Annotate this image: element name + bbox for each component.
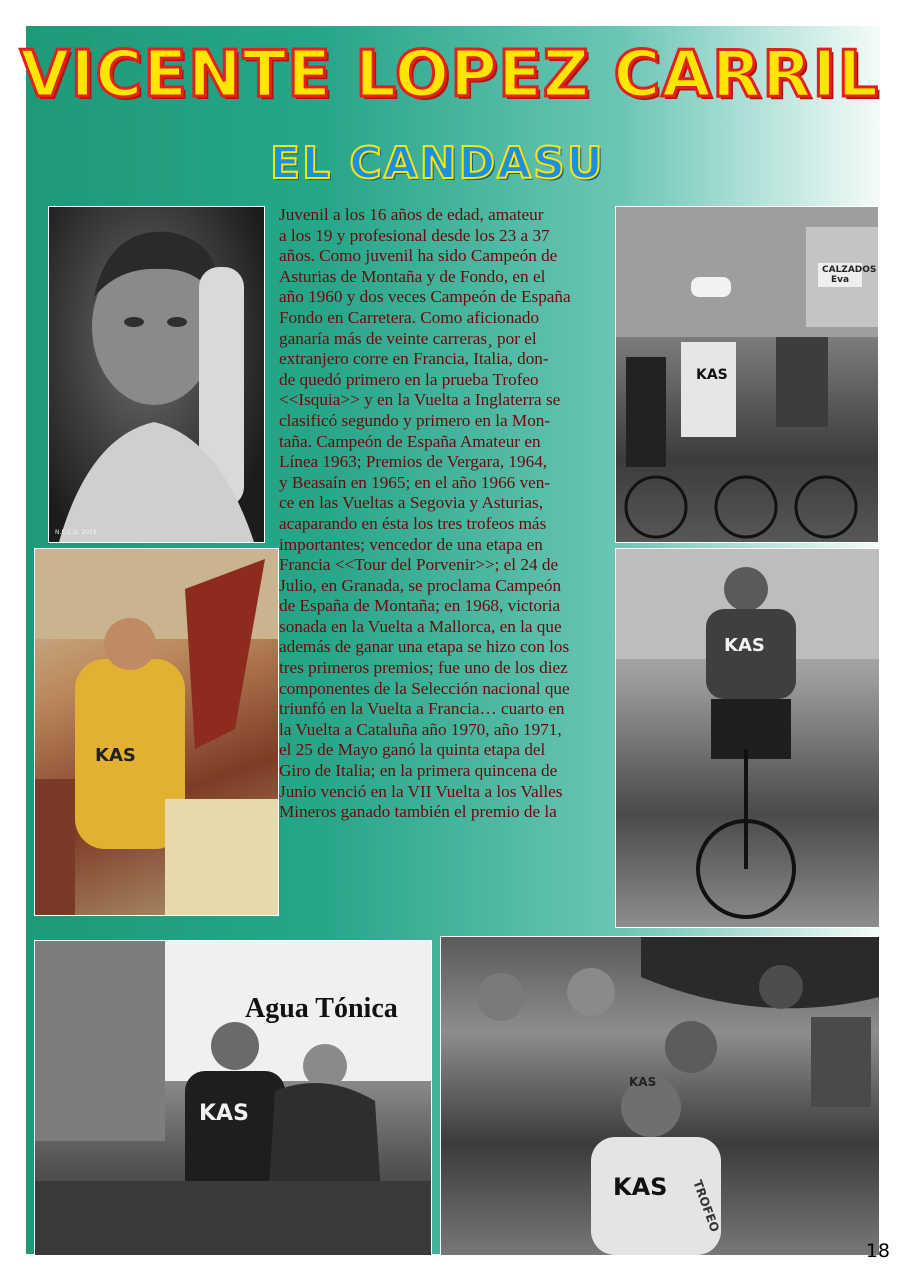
article-text	[279, 205, 612, 823]
portrait-illustration	[49, 207, 264, 542]
article-line: la Vuelta a Cataluña año 1970, año 1971,	[279, 719, 562, 739]
cyclists-group-illustration	[616, 207, 878, 542]
article-line: acaparando en ésta los tres trofeos más	[279, 513, 547, 533]
shop-sign: CALZADOS Eva	[818, 263, 862, 287]
winner-celebration-illustration	[35, 941, 431, 1255]
article-line: Mineros ganado también el premio de la	[279, 802, 557, 822]
page-title: VICENTE LOPEZ CARRIL	[20, 38, 880, 112]
article-line: Julio, en Granada, se proclama Campeón	[279, 575, 562, 595]
podium-trophy-illustration	[441, 937, 879, 1255]
jersey-lettering: KAS	[696, 367, 728, 383]
sash-lettering: TROFEO	[690, 1178, 722, 1234]
article-line: de España de Montaña; en 1968, victoria	[279, 596, 561, 616]
article-line: años. Como juvenil ha sido Campeón de	[279, 246, 558, 266]
page-number: 18	[865, 1240, 890, 1262]
article-line: de quedó primero en la prueba Trofeo	[279, 369, 539, 389]
article-line: además de ganar una etapa se hizo con los	[279, 637, 570, 657]
article-line: Fondo en Carretera. Como aficionado	[279, 307, 540, 327]
article-line: Asturias de Montaña y de Fondo, en el	[279, 266, 546, 286]
article-line: importantes; vencedor de una etapa en	[279, 534, 543, 554]
article-line: ganaría más de veinte carreras¸ por el	[279, 328, 537, 348]
photo-portrait	[48, 206, 265, 543]
article-line: sonada en la Vuelta a Mallorca, en la que	[279, 616, 562, 636]
article-line: Juvenil a los 16 años de edad, amateur	[279, 205, 544, 224]
article-line: componentes de la Selección nacional que	[279, 678, 570, 698]
article-line: Giro de Italia; en la primera quincena de	[279, 761, 558, 781]
page-subtitle: EL CANDASU	[270, 138, 605, 189]
photo-cyclists-group	[615, 206, 879, 543]
article-line: Junio venció en la VII Vuelta a los Valles	[279, 781, 563, 801]
article-line: Francia <<Tour del Porvenir>>; el 24 de	[279, 555, 559, 575]
article-line: taña. Campeón de España Amateur en	[279, 431, 541, 451]
article-line: ce en las Vueltas a Segovia y Asturias,	[279, 493, 544, 513]
article-line: y Beasaín en 1965; en el año 1966 ven-	[279, 472, 551, 492]
article-line: el 25 de Mayo ganó la quinta etapa del	[279, 740, 546, 760]
podium-color-illustration	[35, 549, 278, 915]
photo-cyclist-riding	[615, 548, 880, 928]
article-line: triunfó en la Vuelta a Francia… cuarto en	[279, 699, 565, 719]
photo-podium-trophy	[440, 936, 880, 1256]
cyclist-riding-illustration	[616, 549, 879, 927]
photo-podium-color	[34, 548, 279, 916]
jersey-lettering: KAS	[199, 1101, 249, 1126]
jersey-lettering: KAS	[724, 635, 765, 656]
article-line: año 1960 y dos veces Campeón de España	[279, 287, 571, 307]
article-line: tres primeros premios; fue uno de los diez	[279, 658, 568, 678]
article-line: extranjero corre en Francia, Italia, don-	[279, 349, 549, 369]
article-line: clasificó segundo y primero en la Mon-	[279, 410, 551, 430]
article-line: Línea 1963; Premios de Vergara, 1964,	[279, 452, 548, 472]
article-line: <<Isquia>> y en la Vuelta a Inglaterra se	[279, 390, 561, 410]
article-line: a los 19 y profesional desde los 23 a 37	[279, 225, 550, 245]
photo-winner-celebration	[34, 940, 432, 1256]
banner-sign: Agua Tónica	[245, 993, 398, 1024]
jersey-lettering: KAS	[613, 1173, 668, 1201]
cap-lettering: KAS	[629, 1075, 657, 1089]
jersey-lettering: KAS	[95, 745, 136, 766]
photo-watermark: N.E.C.O. 2015	[55, 529, 97, 536]
